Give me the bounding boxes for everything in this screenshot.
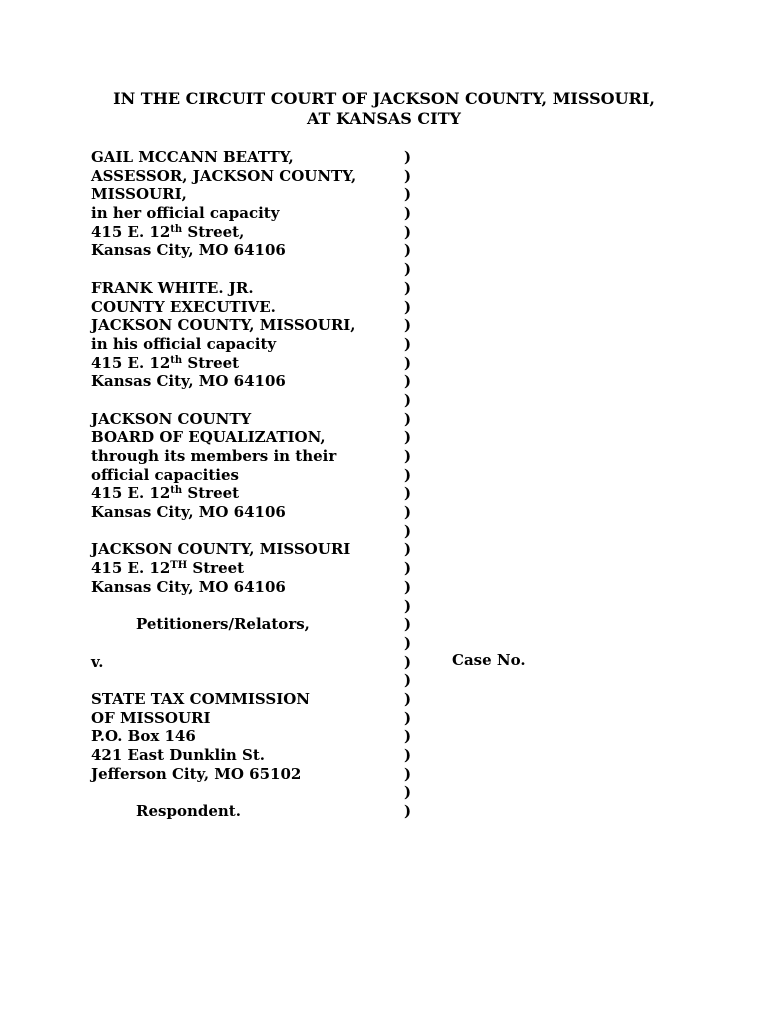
county-name: JACKSON COUNTY, MISSOURI (91, 540, 351, 559)
caption-paren: ) (404, 764, 412, 783)
caption-paren: ) (404, 746, 412, 764)
caption-paren: ) (404, 577, 412, 596)
caption-paren: ) (404, 409, 412, 428)
caption-paren: ) (404, 503, 412, 522)
caption-paren: ) (404, 297, 412, 316)
respondent-name: STATE TAX COMMISSION (91, 689, 311, 708)
caption-paren: ) (404, 241, 412, 260)
caption-paren: ) (404, 166, 412, 185)
caption-paren: ) (404, 372, 412, 391)
caption-paren: ) (404, 652, 412, 671)
party-block (91, 148, 401, 821)
caption-paren: ) (404, 428, 412, 447)
beatty-capacity: in her official capacity (91, 204, 280, 223)
white-city: Kansas City, MO 64106 (91, 372, 286, 391)
caption-parenthesis-column (404, 148, 418, 821)
caption-paren: ) (404, 185, 412, 204)
board-city: Kansas City, MO 64106 (91, 503, 286, 522)
caption-paren: ) (404, 521, 412, 540)
caption-paren: ) (404, 783, 412, 802)
board-name: JACKSON COUNTY (91, 409, 252, 428)
caption-paren: ) (404, 204, 412, 223)
case-number-label: Case No. (452, 651, 526, 669)
caption-paren: ) (404, 671, 412, 690)
caption-paren: ) (404, 596, 412, 615)
respondent-pobox: P.O. Box 146 (91, 727, 196, 746)
beatty-state: MISSOURI, (91, 185, 187, 204)
caption-paren: ) (404, 390, 412, 409)
respondent-street: 421 East Dunklin St. (91, 746, 266, 764)
caption-paren: ) (404, 708, 412, 727)
caption-paren: ) (404, 222, 412, 241)
caption-paren: ) (404, 633, 412, 652)
caption-paren: ) (404, 540, 412, 559)
caption-paren: ) (404, 802, 412, 821)
county-city: Kansas City, MO 64106 (91, 577, 286, 596)
caption-paren: ) (404, 278, 412, 297)
board-address: 415 E. 12th Street (91, 484, 240, 503)
petitioners-label: Petitioners/Relators, (136, 615, 310, 634)
white-address: 415 E. 12th Street (91, 353, 240, 372)
beatty-title: ASSESSOR, JACKSON COUNTY, (91, 166, 357, 185)
court-caption (0, 89, 768, 129)
caption-paren: ) (404, 148, 412, 166)
caption-paren: ) (404, 484, 412, 503)
caption-paren: ) (404, 334, 412, 353)
caption-paren: ) (404, 615, 412, 634)
white-county: JACKSON COUNTY, MISSOURI, (91, 316, 356, 335)
board-members: through its members in their (91, 447, 337, 465)
caption-paren: ) (404, 260, 412, 279)
caption-line-2: AT KANSAS CITY (307, 109, 461, 128)
caption-line-1: IN THE CIRCUIT COURT OF JACKSON COUNTY, MISSOURI, (113, 89, 655, 108)
caption-paren: ) (404, 689, 412, 708)
respondent-label: Respondent. (136, 802, 241, 821)
white-name: FRANK WHITE. JR. (91, 278, 254, 297)
board-title: BOARD OF EQUALIZATION, (91, 428, 326, 447)
beatty-city: Kansas City, MO 64106 (91, 241, 286, 260)
beatty-name: GAIL MCCANN BEATTY, (91, 148, 294, 166)
caption-paren: ) (404, 316, 412, 335)
caption-paren: ) (404, 465, 412, 484)
white-title: COUNTY EXECUTIVE. (91, 297, 276, 316)
beatty-address: 415 E. 12th Street, (91, 222, 245, 241)
respondent-city: Jefferson City, MO 65102 (91, 764, 302, 783)
versus: v. (91, 652, 104, 671)
caption-paren: ) (404, 447, 412, 465)
caption-paren: ) (404, 353, 412, 372)
respondent-state: OF MISSOURI (91, 708, 211, 727)
caption-paren: ) (404, 727, 412, 746)
board-capacity: official capacities (91, 465, 239, 484)
county-address: 415 E. 12TH Street (91, 559, 245, 578)
caption-paren: ) (404, 559, 412, 578)
white-capacity: in his official capacity (91, 334, 277, 353)
